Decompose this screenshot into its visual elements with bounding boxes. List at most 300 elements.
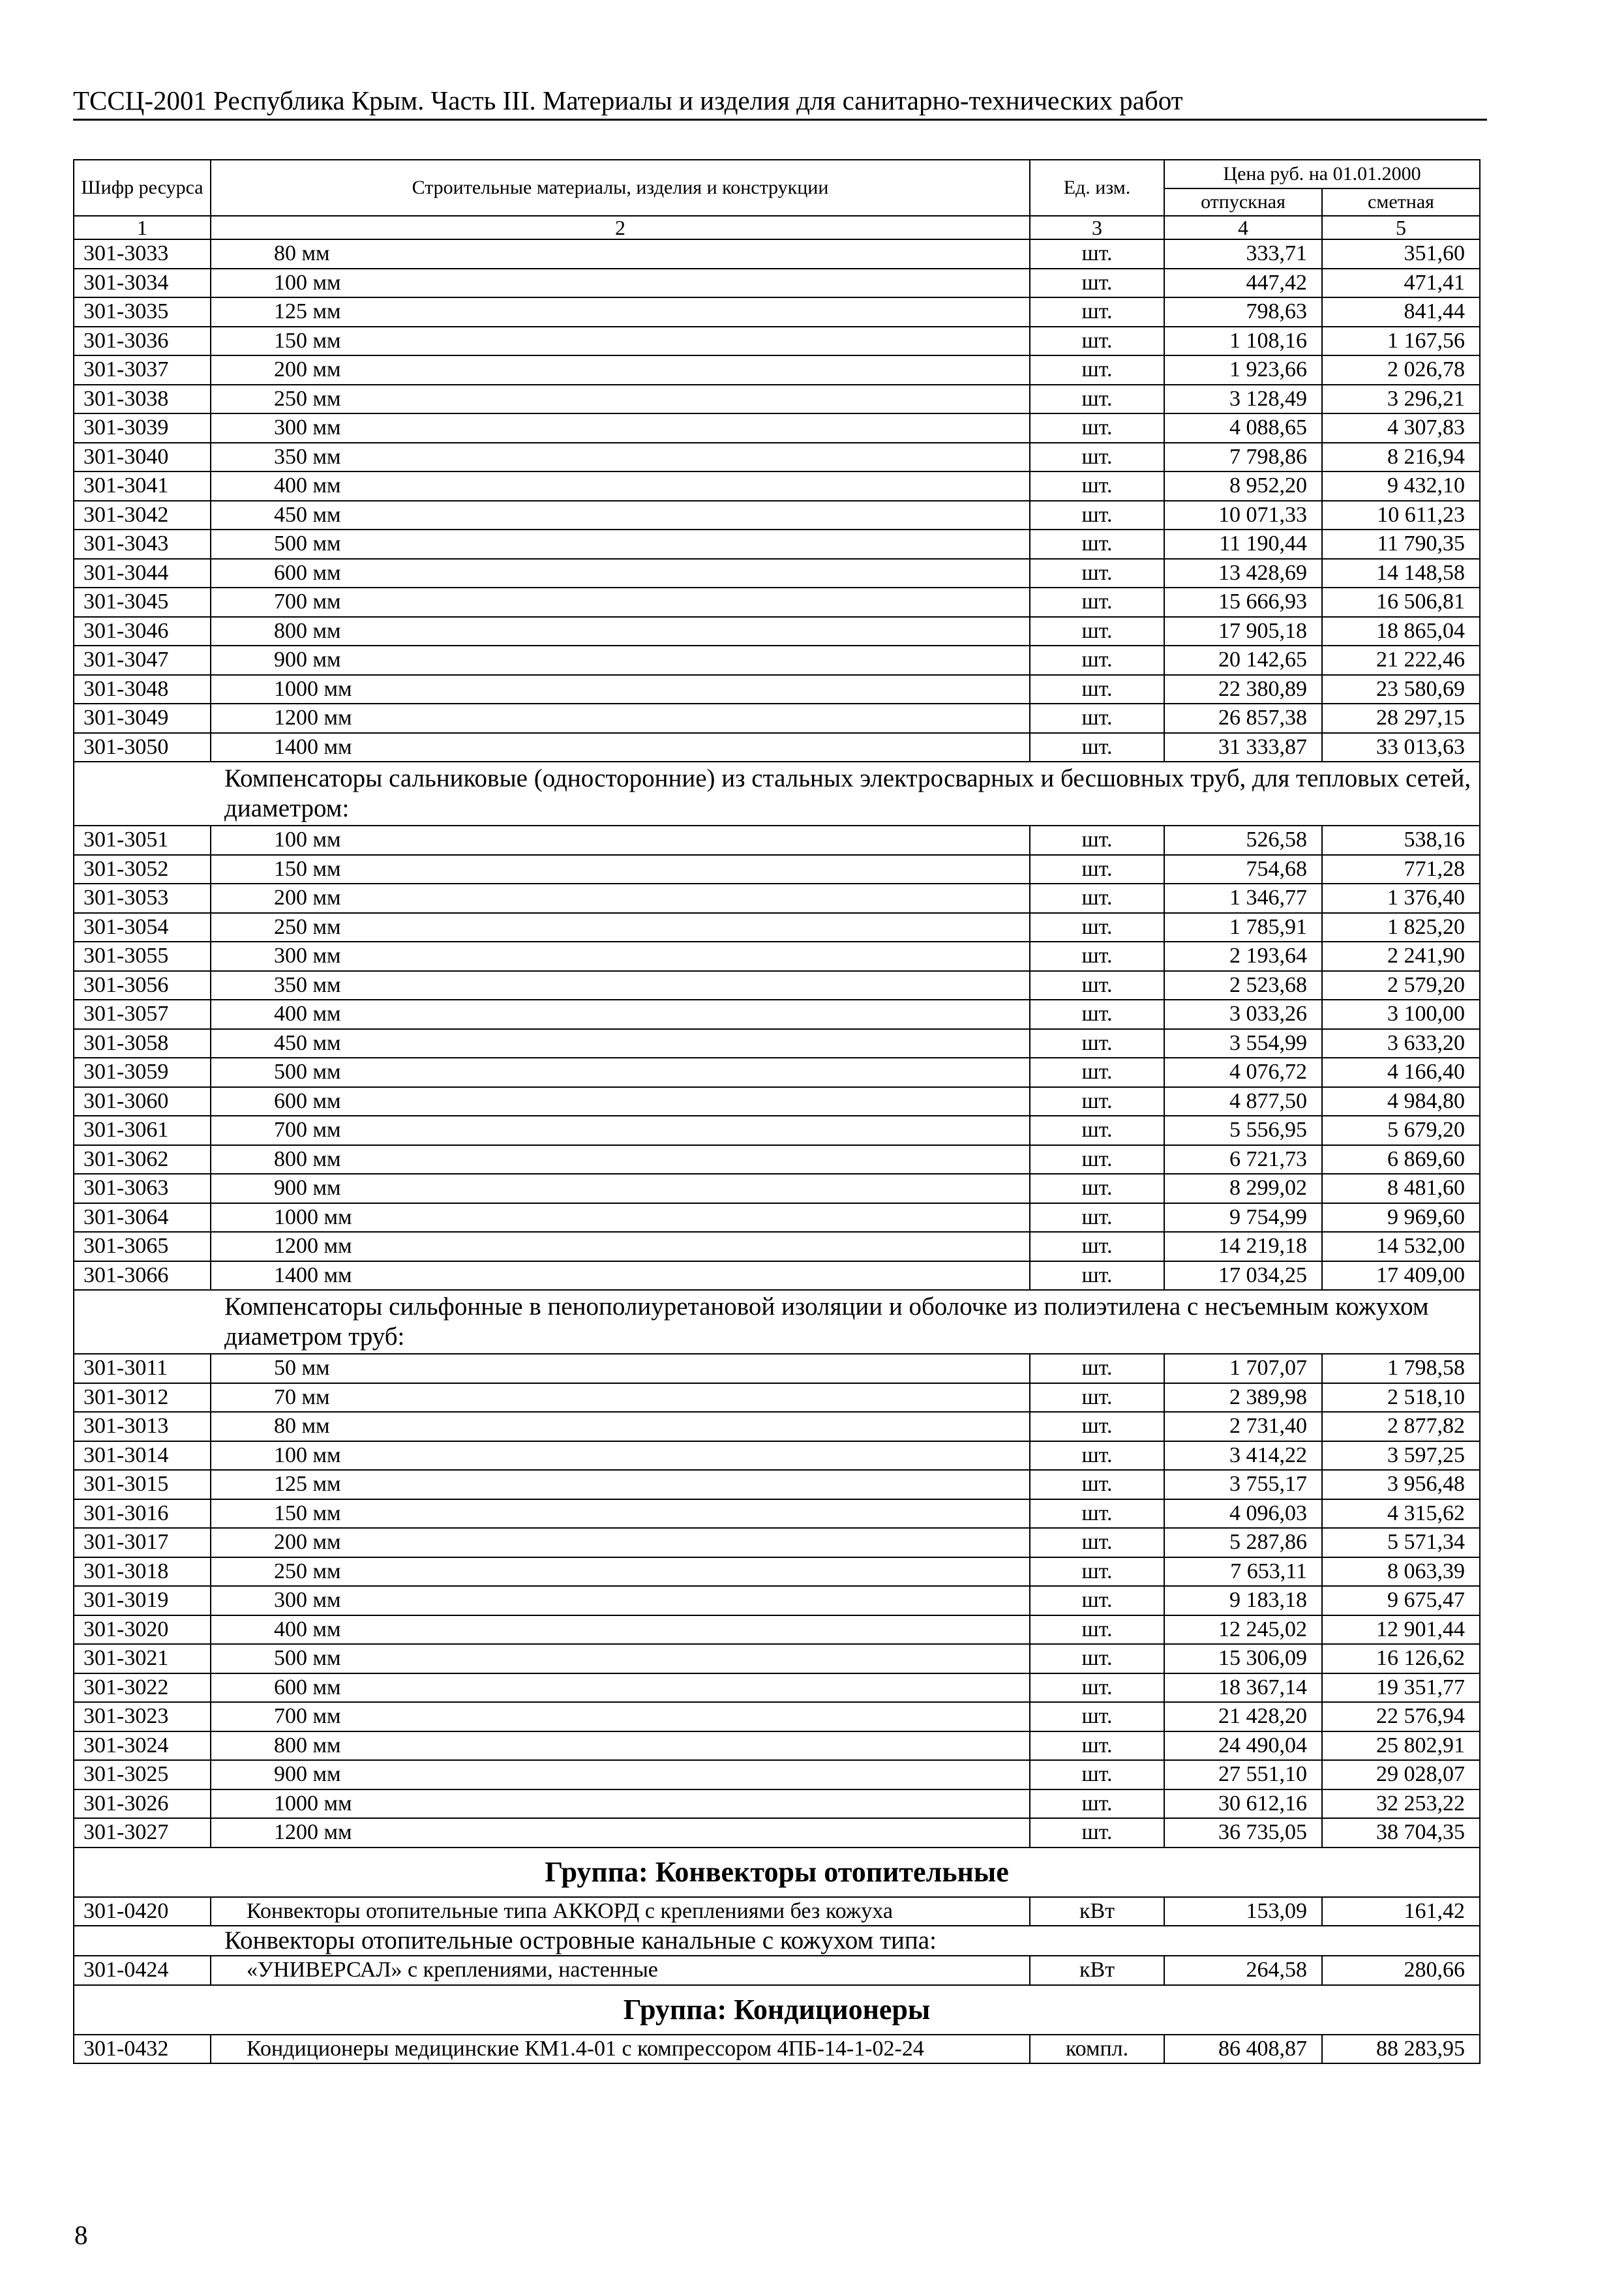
unit-cell: шт. [1030,913,1164,942]
table-row [74,385,1480,414]
table-row [74,1116,1480,1145]
table-row [74,413,1480,443]
material-name: 350 мм [211,443,1030,472]
table-row [74,501,1480,530]
material-name: 1000 мм [211,1203,1030,1233]
price-estimate: 12 901,44 [1322,1615,1480,1645]
resource-code: 301-3041 [74,471,211,501]
column-header-estimate: сметная [1322,188,1480,216]
price-estimate: 4 984,80 [1322,1087,1480,1116]
column-number: 5 [1322,216,1480,239]
price-estimate: 11 790,35 [1322,530,1480,559]
unit-cell: кВт [1030,1897,1164,1926]
material-name: 700 мм [211,1116,1030,1145]
price-release: 20 142,65 [1164,646,1322,675]
price-release: 7 798,86 [1164,443,1322,472]
resource-code: 301-3059 [74,1058,211,1087]
price-estimate: 25 802,91 [1322,1731,1480,1761]
price-release: 447,42 [1164,269,1322,298]
table-row [74,1441,1480,1471]
table-row [74,1644,1480,1673]
price-release: 5 287,86 [1164,1528,1322,1557]
price-estimate: 471,41 [1322,269,1480,298]
material-name: 500 мм [211,1058,1030,1087]
unit-cell: шт. [1030,826,1164,855]
price-estimate: 351,60 [1322,239,1480,269]
resource-code: 301-3024 [74,1731,211,1761]
resource-code: 301-3013 [74,1412,211,1441]
table-row [74,2035,1480,2064]
table-row [74,588,1480,617]
resource-code: 301-3014 [74,1441,211,1471]
table-row [74,1586,1480,1615]
unit-cell: шт. [1030,1586,1164,1615]
table-row [74,733,1480,762]
table-row [74,1673,1480,1703]
table-row [74,327,1480,356]
price-estimate: 2 579,20 [1322,971,1480,1000]
table-row [74,646,1480,675]
price-estimate: 771,28 [1322,855,1480,884]
unit-cell: шт. [1030,1528,1164,1557]
unit-cell: шт. [1030,1354,1164,1383]
material-name: 250 мм [211,1557,1030,1587]
price-estimate: 8 216,94 [1322,443,1480,472]
table-row [74,355,1480,385]
unit-cell: шт. [1030,971,1164,1000]
price-estimate: 38 704,35 [1322,1818,1480,1848]
column-header-name: Строительные материалы, изделия и конструкции [211,160,1030,216]
unit-cell: шт. [1030,617,1164,646]
resource-code: 301-3043 [74,530,211,559]
unit-cell: шт. [1030,385,1164,414]
unit-cell: шт. [1030,1673,1164,1703]
price-release: 15 306,09 [1164,1644,1322,1673]
price-release: 5 556,95 [1164,1116,1322,1145]
table-body [74,239,1480,2063]
price-estimate: 2 241,90 [1322,942,1480,971]
unit-cell: шт. [1030,1644,1164,1673]
subsection-heading-row [74,1926,1480,1956]
table-row [74,1615,1480,1645]
resource-code: 301-3033 [74,239,211,269]
price-release: 13 428,69 [1164,559,1322,588]
material-name: 600 мм [211,1673,1030,1703]
price-estimate: 5 571,34 [1322,1528,1480,1557]
unit-cell: шт. [1030,675,1164,704]
price-release: 4 877,50 [1164,1087,1322,1116]
resource-code: 301-3063 [74,1174,211,1203]
unit-cell: шт. [1030,1499,1164,1529]
price-release: 21 428,20 [1164,1702,1322,1731]
group-heading-row [74,1985,1480,2035]
table-row [74,704,1480,733]
price-release: 4 088,65 [1164,413,1322,443]
table-row [74,1789,1480,1819]
unit-cell: шт. [1030,1615,1164,1645]
table-row [74,1087,1480,1116]
price-release: 1 785,91 [1164,913,1322,942]
section-heading: Компенсаторы сильфонные в пенополиуретановой изоляции и оболочке из полиэтилена с несъемным кожухом диаметром труб: [74,1290,1480,1354]
resource-code: 301-3037 [74,355,211,385]
table-row [74,1412,1480,1441]
material-name: 80 мм [211,1412,1030,1441]
price-release: 754,68 [1164,855,1322,884]
material-name: 350 мм [211,971,1030,1000]
resource-code: 301-3058 [74,1029,211,1058]
material-name: 200 мм [211,355,1030,385]
resource-code: 301-3019 [74,1586,211,1615]
material-name: 800 мм [211,1145,1030,1174]
price-estimate: 4 307,83 [1322,413,1480,443]
table-row [74,239,1480,269]
table-row [74,443,1480,472]
price-estimate: 14 532,00 [1322,1232,1480,1261]
resource-code: 301-3011 [74,1354,211,1383]
price-release: 18 367,14 [1164,1673,1322,1703]
resource-code: 301-3039 [74,413,211,443]
unit-cell: шт. [1030,239,1164,269]
material-name: 700 мм [211,1702,1030,1731]
table-row [74,471,1480,501]
material-name: Конвекторы отопительные типа АККОРД с креплениями без кожуха [211,1897,1030,1926]
price-release: 2 731,40 [1164,1412,1322,1441]
price-release: 526,58 [1164,826,1322,855]
column-header-price: Цена руб. на 01.01.2000 [1164,160,1480,188]
table-row [74,1897,1480,1926]
resource-code: 301-3060 [74,1087,211,1116]
price-release: 15 666,93 [1164,588,1322,617]
resource-code: 301-3035 [74,297,211,327]
material-name: 150 мм [211,327,1030,356]
price-estimate: 2 518,10 [1322,1383,1480,1413]
unit-cell: шт. [1030,269,1164,298]
resource-code: 301-3034 [74,269,211,298]
table-row [74,1174,1480,1203]
table-row [74,1029,1480,1058]
table-row [74,1557,1480,1587]
unit-cell: шт. [1030,1087,1164,1116]
resource-code: 301-3052 [74,855,211,884]
material-name: 400 мм [211,471,1030,501]
resource-code: 301-3047 [74,646,211,675]
table-row [74,884,1480,913]
price-table [73,159,1481,2064]
table-row [74,559,1480,588]
resource-code: 301-3012 [74,1383,211,1413]
resource-code: 301-3026 [74,1789,211,1819]
material-name: 80 мм [211,239,1030,269]
subsection-heading: Конвекторы отопительные островные канальные с кожухом типа: [74,1926,1480,1956]
resource-code: 301-3016 [74,1499,211,1529]
price-estimate: 3 956,48 [1322,1470,1480,1499]
price-estimate: 8 063,39 [1322,1557,1480,1587]
resource-code: 301-3053 [74,884,211,913]
resource-code: 301-3061 [74,1116,211,1145]
table-row [74,1470,1480,1499]
unit-cell: шт. [1030,1702,1164,1731]
material-name: Кондиционеры медицинские КМ1.4-01 с компрессором 4ПБ-14-1-02-24 [211,2035,1030,2064]
material-name: 1400 мм [211,1261,1030,1291]
table-row [74,1383,1480,1413]
material-name: 150 мм [211,855,1030,884]
unit-cell: кВт [1030,1956,1164,1985]
price-release: 4 076,72 [1164,1058,1322,1087]
material-name: 1400 мм [211,733,1030,762]
material-name: 800 мм [211,1731,1030,1761]
column-header-release: отпускная [1164,188,1322,216]
resource-code: 301-3062 [74,1145,211,1174]
resource-code: 301-3064 [74,1203,211,1233]
price-release: 4 096,03 [1164,1499,1322,1529]
price-estimate: 1 825,20 [1322,913,1480,942]
table-row [74,617,1480,646]
price-estimate: 32 253,22 [1322,1789,1480,1819]
unit-cell: шт. [1030,1203,1164,1233]
unit-cell: шт. [1030,297,1164,327]
resource-code: 301-3066 [74,1261,211,1291]
price-estimate: 16 506,81 [1322,588,1480,617]
unit-cell: шт. [1030,1412,1164,1441]
resource-code: 301-3042 [74,501,211,530]
resource-code: 301-3036 [74,327,211,356]
price-release: 24 490,04 [1164,1731,1322,1761]
section-heading-row [74,1290,1480,1354]
unit-cell: шт. [1030,355,1164,385]
price-release: 1 108,16 [1164,327,1322,356]
price-release: 9 183,18 [1164,1586,1322,1615]
resource-code: 301-0420 [74,1897,211,1926]
price-estimate: 3 296,21 [1322,385,1480,414]
price-estimate: 3 633,20 [1322,1029,1480,1058]
price-release: 7 653,11 [1164,1557,1322,1587]
material-name: 500 мм [211,530,1030,559]
price-release: 17 034,25 [1164,1261,1322,1291]
document-header: ТССЦ-2001 Республика Крым. Часть III. Материалы и изделия для санитарно-технических работ [73,85,1183,115]
unit-cell: шт. [1030,1000,1164,1029]
material-name: 450 мм [211,1029,1030,1058]
price-estimate: 1 167,56 [1322,327,1480,356]
price-release: 8 299,02 [1164,1174,1322,1203]
resource-code: 301-3018 [74,1557,211,1587]
resource-code: 301-3022 [74,1673,211,1703]
page-number: 8 [74,2220,88,2250]
price-release: 1 707,07 [1164,1354,1322,1383]
table-row [74,675,1480,704]
price-release: 30 612,16 [1164,1789,1322,1819]
material-name: 70 мм [211,1383,1030,1413]
unit-cell: шт. [1030,471,1164,501]
section-heading: Компенсаторы сальниковые (односторонние) из стальных электросварных и бесшовных труб, для тепловых сетей, диаметром: [74,762,1480,826]
resource-code: 301-3046 [74,617,211,646]
resource-code: 301-3025 [74,1760,211,1789]
material-name: 1000 мм [211,1789,1030,1819]
resource-code: 301-3065 [74,1232,211,1261]
resource-code: 301-3045 [74,588,211,617]
unit-cell: шт. [1030,1383,1164,1413]
price-estimate: 9 432,10 [1322,471,1480,501]
price-estimate: 2 026,78 [1322,355,1480,385]
table-row [74,530,1480,559]
material-name: 150 мм [211,1499,1030,1529]
unit-cell: шт. [1030,1789,1164,1819]
column-header-code: Шифр ресурса [74,160,211,216]
material-name: 900 мм [211,1760,1030,1789]
unit-cell: шт. [1030,1557,1164,1587]
material-name: 200 мм [211,1528,1030,1557]
price-release: 10 071,33 [1164,501,1322,530]
material-name: 400 мм [211,1615,1030,1645]
price-estimate: 4 315,62 [1322,1499,1480,1529]
price-estimate: 18 865,04 [1322,617,1480,646]
material-name: «УНИВЕРСАЛ» с креплениями, настенные [211,1956,1030,1985]
table-row [74,1261,1480,1291]
price-release: 333,71 [1164,239,1322,269]
price-estimate: 2 877,82 [1322,1412,1480,1441]
table-row [74,1818,1480,1848]
material-name: 600 мм [211,1087,1030,1116]
price-release: 1 346,77 [1164,884,1322,913]
unit-cell: шт. [1030,1145,1164,1174]
price-release: 153,09 [1164,1897,1322,1926]
unit-cell: шт. [1030,733,1164,762]
material-name: 1000 мм [211,675,1030,704]
material-name: 1200 мм [211,1232,1030,1261]
resource-code: 301-3055 [74,942,211,971]
price-estimate: 14 148,58 [1322,559,1480,588]
price-release: 3 755,17 [1164,1470,1322,1499]
resource-code: 301-0432 [74,2035,211,2064]
price-release: 2 523,68 [1164,971,1322,1000]
material-name: 100 мм [211,269,1030,298]
material-name: 450 мм [211,501,1030,530]
table-row [74,1731,1480,1761]
price-estimate: 23 580,69 [1322,675,1480,704]
material-name: 300 мм [211,942,1030,971]
table-row [74,1145,1480,1174]
price-estimate: 29 028,07 [1322,1760,1480,1789]
unit-cell: компл. [1030,2035,1164,2064]
unit-cell: шт. [1030,1174,1164,1203]
price-release: 3 128,49 [1164,385,1322,414]
table-row [74,297,1480,327]
table-row [74,1354,1480,1383]
price-estimate: 8 481,60 [1322,1174,1480,1203]
material-name: 500 мм [211,1644,1030,1673]
price-release: 1 923,66 [1164,355,1322,385]
table-row [74,1000,1480,1029]
material-name: 100 мм [211,826,1030,855]
price-estimate: 6 869,60 [1322,1145,1480,1174]
material-name: 600 мм [211,559,1030,588]
unit-cell: шт. [1030,855,1164,884]
table-row [74,942,1480,971]
price-estimate: 88 283,95 [1322,2035,1480,2064]
price-estimate: 3 597,25 [1322,1441,1480,1471]
table-row [74,1528,1480,1557]
unit-cell: шт. [1030,501,1164,530]
price-estimate: 10 611,23 [1322,501,1480,530]
unit-cell: шт. [1030,1058,1164,1087]
material-name: 200 мм [211,884,1030,913]
unit-cell: шт. [1030,1261,1164,1291]
unit-cell: шт. [1030,1470,1164,1499]
resource-code: 301-3020 [74,1615,211,1645]
price-release: 26 857,38 [1164,704,1322,733]
price-estimate: 280,66 [1322,1956,1480,1985]
resource-code: 301-3040 [74,443,211,472]
material-name: 250 мм [211,913,1030,942]
material-name: 900 мм [211,1174,1030,1203]
material-name: 400 мм [211,1000,1030,1029]
column-number: 1 [74,216,211,239]
price-release: 17 905,18 [1164,617,1322,646]
table-row [74,1956,1480,1985]
resource-code: 301-3015 [74,1470,211,1499]
price-estimate: 9 969,60 [1322,1203,1480,1233]
unit-cell: шт. [1030,704,1164,733]
price-estimate: 5 679,20 [1322,1116,1480,1145]
price-estimate: 21 222,46 [1322,646,1480,675]
price-release: 6 721,73 [1164,1145,1322,1174]
unit-cell: шт. [1030,588,1164,617]
material-name: 1200 мм [211,1818,1030,1848]
table-row [74,269,1480,298]
header-rule [73,119,1487,121]
section-heading-row [74,762,1480,826]
price-release: 264,58 [1164,1956,1322,1985]
material-name: 900 мм [211,646,1030,675]
price-estimate: 841,44 [1322,297,1480,327]
unit-cell: шт. [1030,1731,1164,1761]
price-estimate: 4 166,40 [1322,1058,1480,1087]
resource-code: 301-3056 [74,971,211,1000]
price-release: 86 408,87 [1164,2035,1322,2064]
column-header-unit: Ед. изм. [1030,160,1164,216]
price-release: 3 033,26 [1164,1000,1322,1029]
material-name: 700 мм [211,588,1030,617]
table-row [74,971,1480,1000]
price-estimate: 22 576,94 [1322,1702,1480,1731]
resource-code: 301-3023 [74,1702,211,1731]
price-estimate: 33 013,63 [1322,733,1480,762]
material-name: 1200 мм [211,704,1030,733]
unit-cell: шт. [1030,942,1164,971]
unit-cell: шт. [1030,413,1164,443]
unit-cell: шт. [1030,1232,1164,1261]
resource-code: 301-3038 [74,385,211,414]
price-release: 9 754,99 [1164,1203,1322,1233]
table-row [74,1203,1480,1233]
group-heading: Группа: Конвекторы отопительные [74,1848,1480,1897]
resource-code: 301-3057 [74,1000,211,1029]
price-release: 31 333,87 [1164,733,1322,762]
material-name: 250 мм [211,385,1030,414]
price-estimate: 1 798,58 [1322,1354,1480,1383]
price-estimate: 9 675,47 [1322,1586,1480,1615]
price-estimate: 17 409,00 [1322,1261,1480,1291]
resource-code: 301-3051 [74,826,211,855]
resource-code: 301-0424 [74,1956,211,1985]
resource-code: 301-3050 [74,733,211,762]
price-release: 36 735,05 [1164,1818,1322,1848]
table-row [74,913,1480,942]
material-name: 100 мм [211,1441,1030,1471]
unit-cell: шт. [1030,1818,1164,1848]
price-release: 798,63 [1164,297,1322,327]
table-row [74,1760,1480,1789]
material-name: 125 мм [211,297,1030,327]
